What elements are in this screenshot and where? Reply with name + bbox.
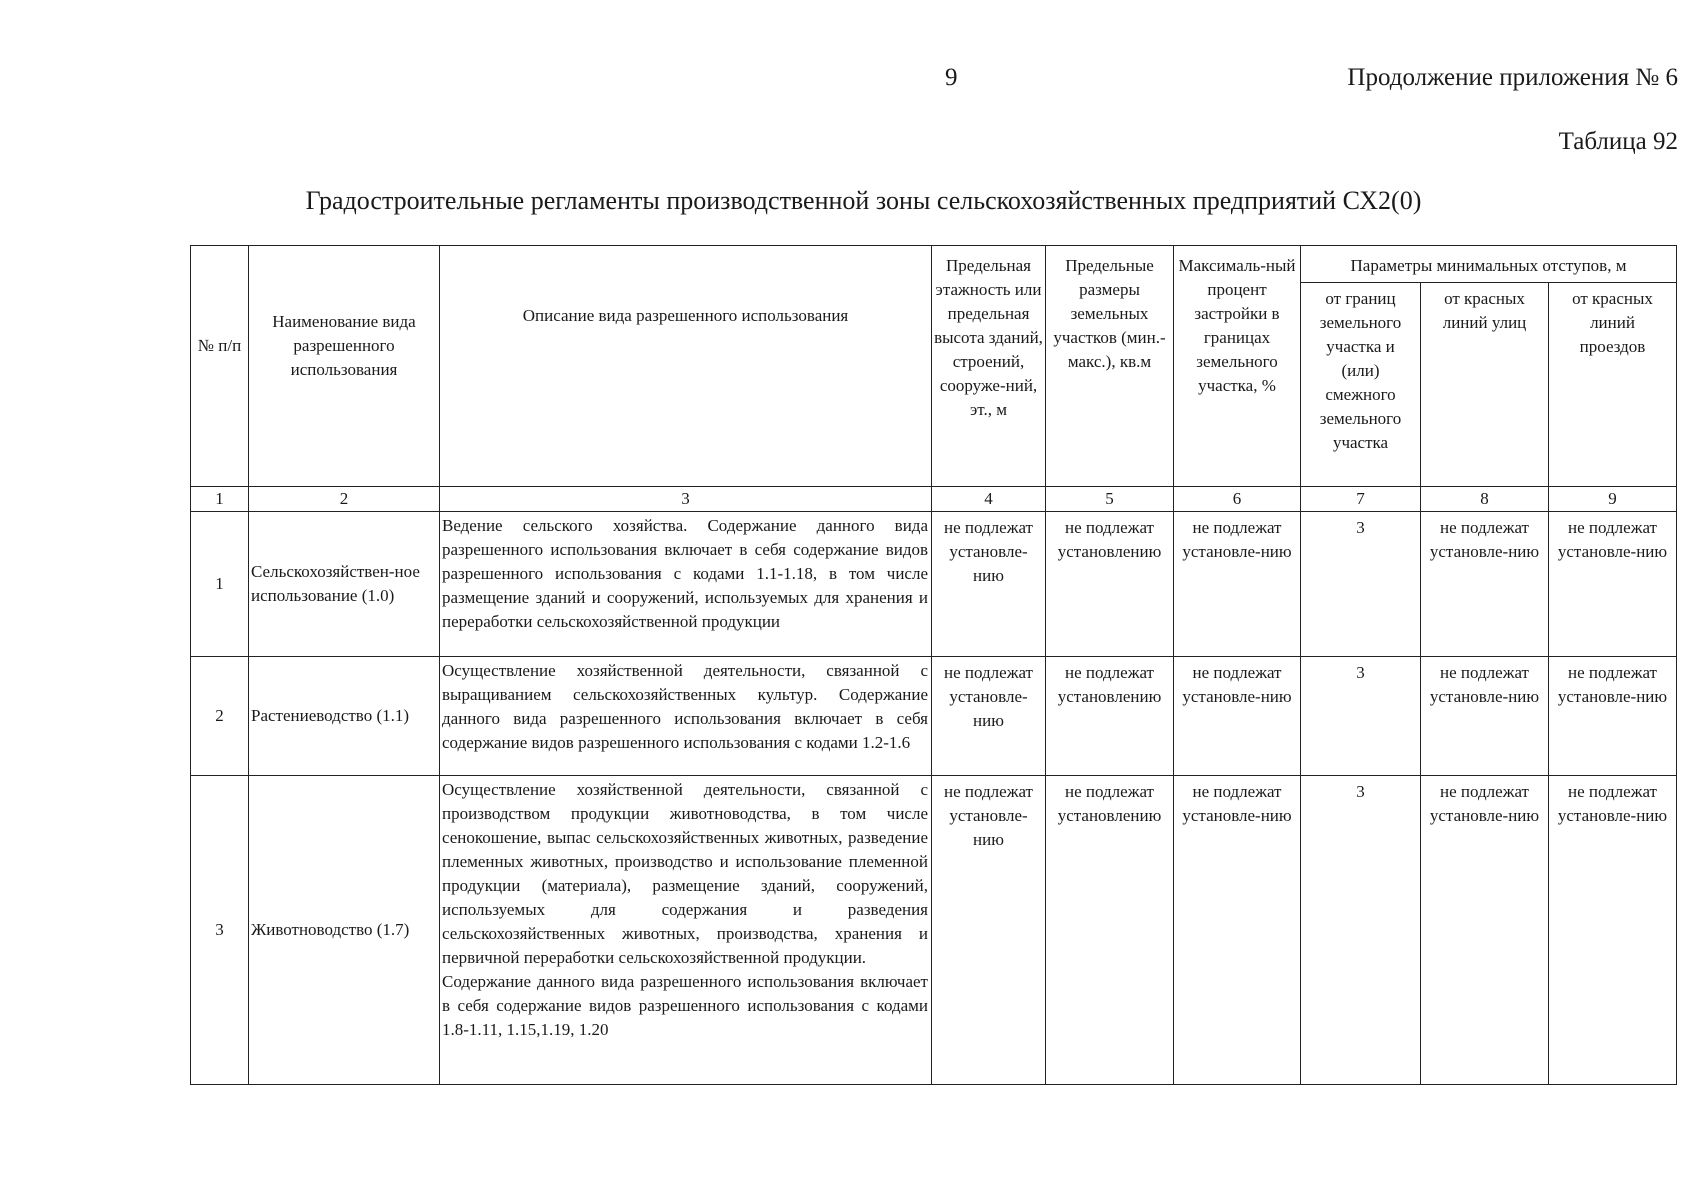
setback-streets-value: не подлежат установле-нию [1421, 657, 1549, 776]
row-number: 2 [191, 657, 249, 776]
max-percent-value: не подлежат установле-нию [1174, 512, 1301, 657]
document-title: Градостроительные регламенты производственной зоны сельскохозяйственных предприятий СХ2(0) [305, 186, 1422, 215]
table-row [191, 512, 1677, 657]
setback-plot-value: 3 [1301, 657, 1421, 776]
column-number: 9 [1549, 487, 1677, 512]
header-setback-plot: от границ земельного участка и (или) смежного земельного участка [1301, 283, 1421, 487]
column-number: 2 [249, 487, 440, 512]
column-number: 8 [1421, 487, 1549, 512]
header-height-limit: Предельная этажность или предельная высота зданий, строений, сооруже-ний, эт., м [932, 246, 1046, 487]
setback-drives-value: не подлежат установле-нию [1549, 512, 1677, 657]
column-number: 1 [191, 487, 249, 512]
use-type-name: Растениеводство (1.1) [249, 657, 440, 776]
setback-drives-value: не подлежат установле-нию [1549, 657, 1677, 776]
setback-streets-value: не подлежат установле-нию [1421, 512, 1549, 657]
height-limit-value: не подлежат установле-нию [932, 657, 1046, 776]
header-max-percent: Максималь-ный процент застройки в границах земельного участка, % [1174, 246, 1301, 487]
setback-drives-value: не подлежат установле-нию [1549, 776, 1677, 1085]
use-type-description [440, 776, 932, 1085]
height-limit-value: не подлежат установле-нию [932, 776, 1046, 1085]
plot-size-value: не подлежат установлению [1046, 657, 1174, 776]
header-plot-size: Предельные размеры земельных участков (мин.-макс.), кв.м [1046, 246, 1174, 487]
height-limit-value: не подлежат установле-нию [932, 512, 1046, 657]
description-paragraph: Осуществление хозяйственной деятельности, связанной с производством продукции животноводства, в том числе сенокошение, выпас сельскохозяйственных животных, разведение племенных животных, производство и использование племенной продукции (материала), размещение зданий, сооружений, используемых для содержания и разведения сельскохозяйственных животных, производства, хранения и первичной переработки сельскохозяйственной продукции. [442, 780, 928, 967]
setback-plot-value: 3 [1301, 512, 1421, 657]
table-row [191, 776, 1677, 1085]
row-number: 1 [191, 512, 249, 657]
header-name: Наименование вида разрешенного использования [249, 246, 440, 487]
column-number: 4 [932, 487, 1046, 512]
column-number: 3 [440, 487, 932, 512]
use-type-name: Животноводство (1.7) [249, 776, 440, 1085]
header-description: Описание вида разрешенного использования [440, 246, 932, 487]
use-type-description: Осуществление хозяйственной деятельности, связанной с выращиванием сельскохозяйственных культур. Содержание данного вида разрешенного использования включает в себя содержание видов разрешенного использования с кодами 1.2-1.6 [440, 657, 932, 776]
column-number: 6 [1174, 487, 1301, 512]
header-num: № п/п [191, 246, 249, 487]
plot-size-value: не подлежат установлению [1046, 512, 1174, 657]
table-header-row [191, 246, 1677, 283]
max-percent-value: не подлежат установле-нию [1174, 776, 1301, 1085]
header-setback-drives: от красных линий проездов [1549, 283, 1677, 487]
use-type-name: Сельскохозяйствен-ное использование (1.0) [249, 512, 440, 657]
column-number: 7 [1301, 487, 1421, 512]
header-setback-streets: от красных линий улиц [1421, 283, 1549, 487]
description-paragraph: Содержание данного вида разрешенного использования включает в себя содержание видов разрешенного использования с кодами 1.8-1.11, 1.15,1.19, 1.20 [442, 972, 928, 1039]
use-type-description: Ведение сельского хозяйства. Содержание данного вида разрешенного использования включает в себя содержание видов разрешенного использования с кодами 1.1-1.18, в том числе размещение зданий и сооружений, используемых для хранения и переработки сельскохозяйственной продукции [440, 512, 932, 657]
max-percent-value: не подлежат установле-нию [1174, 657, 1301, 776]
page-number: 9 [945, 64, 958, 91]
regulations-table [190, 245, 1677, 1085]
row-number: 3 [191, 776, 249, 1085]
header-setbacks-group: Параметры минимальных отступов, м [1301, 246, 1677, 283]
column-number-row [191, 487, 1677, 512]
plot-size-value: не подлежат установлению [1046, 776, 1174, 1085]
setback-streets-value: не подлежат установле-нию [1421, 776, 1549, 1085]
setback-plot-value: 3 [1301, 776, 1421, 1085]
appendix-label: Продолжение приложения № 6 [1347, 64, 1678, 91]
regulations-table-frame [190, 245, 1676, 1085]
table-row [191, 657, 1677, 776]
column-number: 5 [1046, 487, 1174, 512]
table-label: Таблица 92 [1558, 128, 1678, 155]
